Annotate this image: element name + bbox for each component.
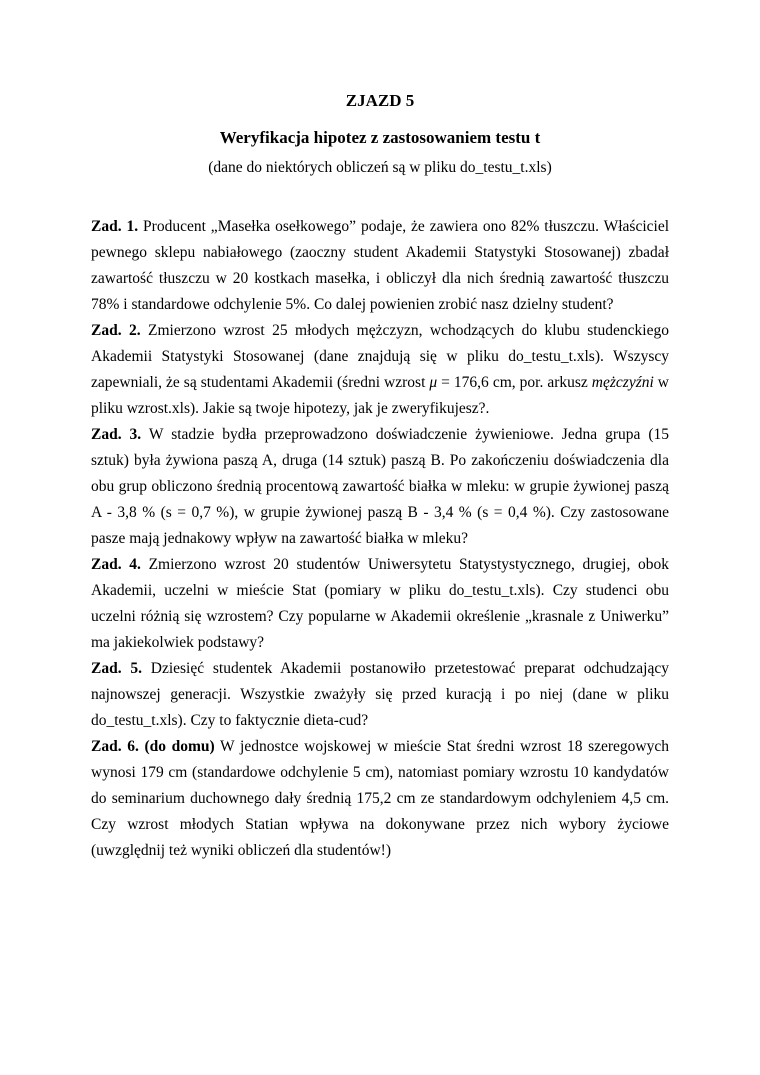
task-5-label: Zad. 5.: [91, 660, 142, 677]
task-3: [91, 422, 669, 552]
task-4: [91, 552, 669, 656]
document-title: ZJAZD 5: [345, 91, 415, 110]
document-subtitle: Weryfikacja hipotez z zastosowaniem testu t: [219, 128, 541, 147]
task-5: [91, 656, 669, 734]
task-6-text: W jednostce wojskowej w mieście Stat średni wzrost 18 szeregowych wynosi 179 cm (standardowe odchylenie 5 cm), natomiast pomiary wzrostu 10 kandydatów do seminarium duchownego dały średnią 175,2 cm ze standardowym odchyleniem 4,5 cm. Czy wzrost młodych Statian wpływa na dokonywane przez nich wybory życiowe (uwzględnij też wyniki obliczeń dla studentów!): [91, 738, 669, 859]
task-3-label: Zad. 3.: [91, 426, 142, 443]
task-2-text-part1: Zmierzono wzrost 25 młodych mężczyzn, wchodzących do klubu studenckiego Akademii Statystyki Stosowanej (dane znajdują się w pliku do_testu_t.xls). Wszyscy zapewniali, że są studentami Akademii (średni wzrost: [91, 322, 669, 391]
mu-symbol: μ: [429, 374, 438, 391]
task-2-text-part2: = 176,6 cm, por. arkusz: [437, 374, 592, 391]
task-3-text: W stadzie bydła przeprowadzono doświadczenie żywieniowe. Jedna grupa (15 sztuk) była żywiona paszą A, druga (14 sztuk) paszą B. Po zakończeniu doświadczenia dla obu grup obliczono średnią procentową zawartość białka w mleku: w grupie żywionej paszą A - 3,8 % (s = 0,7 %), w grupie żywionej paszą B - 3,4 % (s = 0,4 %). Czy zastosowane pasze mają jednakowy wpływ na zawartość białka w mleku?: [91, 426, 669, 547]
task-5-text: Dziesięć studentek Akademii postanowiło przetestować preparat odchudzający najnowszej generacji. Wszystkie zważyły się przed kuracją i po niej (dane w pliku do_testu_t.xls). Czy to faktycznie dieta-cud?: [91, 660, 669, 729]
task-1-label: Zad. 1.: [91, 218, 139, 235]
task-2-text-part3: w pliku wzrost.xls). Jakie są twoje hipotezy, jak je zweryfikujesz?.: [91, 374, 669, 417]
task-4-label: Zad. 4.: [91, 556, 141, 573]
task-2-label: Zad. 2.: [91, 322, 141, 339]
task-2: [91, 318, 669, 422]
task-1: [91, 214, 669, 318]
task-4-text: Zmierzono wzrost 20 studentów Uniwersytetu Statystystycznego, drugiej, obok Akademii, uczelni w mieście Stat (pomiary w pliku do_testu_t.xls). Czy studenci obu uczelni różnią się wzrostem? Czy popularne w Akademii określenie „krasnale z Uniwerku” ma jakiekolwiek podstawy?: [91, 556, 670, 651]
sheet-name: mężczyźni: [591, 374, 654, 391]
data-file-note: (dane do niektórych obliczeń są w pliku do_testu_t.xls): [208, 159, 552, 176]
task-list: [91, 214, 669, 864]
task-6: [91, 734, 669, 864]
task-1-text: Producent „Masełka osełkowego” podaje, że zawiera ono 82% tłuszczu. Właściciel pewnego sklepu nabiałowego (zaoczny student Akademii Statystyki Stosowanej) zbadał zawartość tłuszczu w 20 kostkach masełka, i obliczył dla nich średnią zawartość tłuszczu 78% i standardowe odchylenie 5%. Co dalej powienien zrobić nasz dzielny student?: [91, 218, 670, 313]
task-6-label: Zad. 6. (do domu): [91, 738, 215, 755]
